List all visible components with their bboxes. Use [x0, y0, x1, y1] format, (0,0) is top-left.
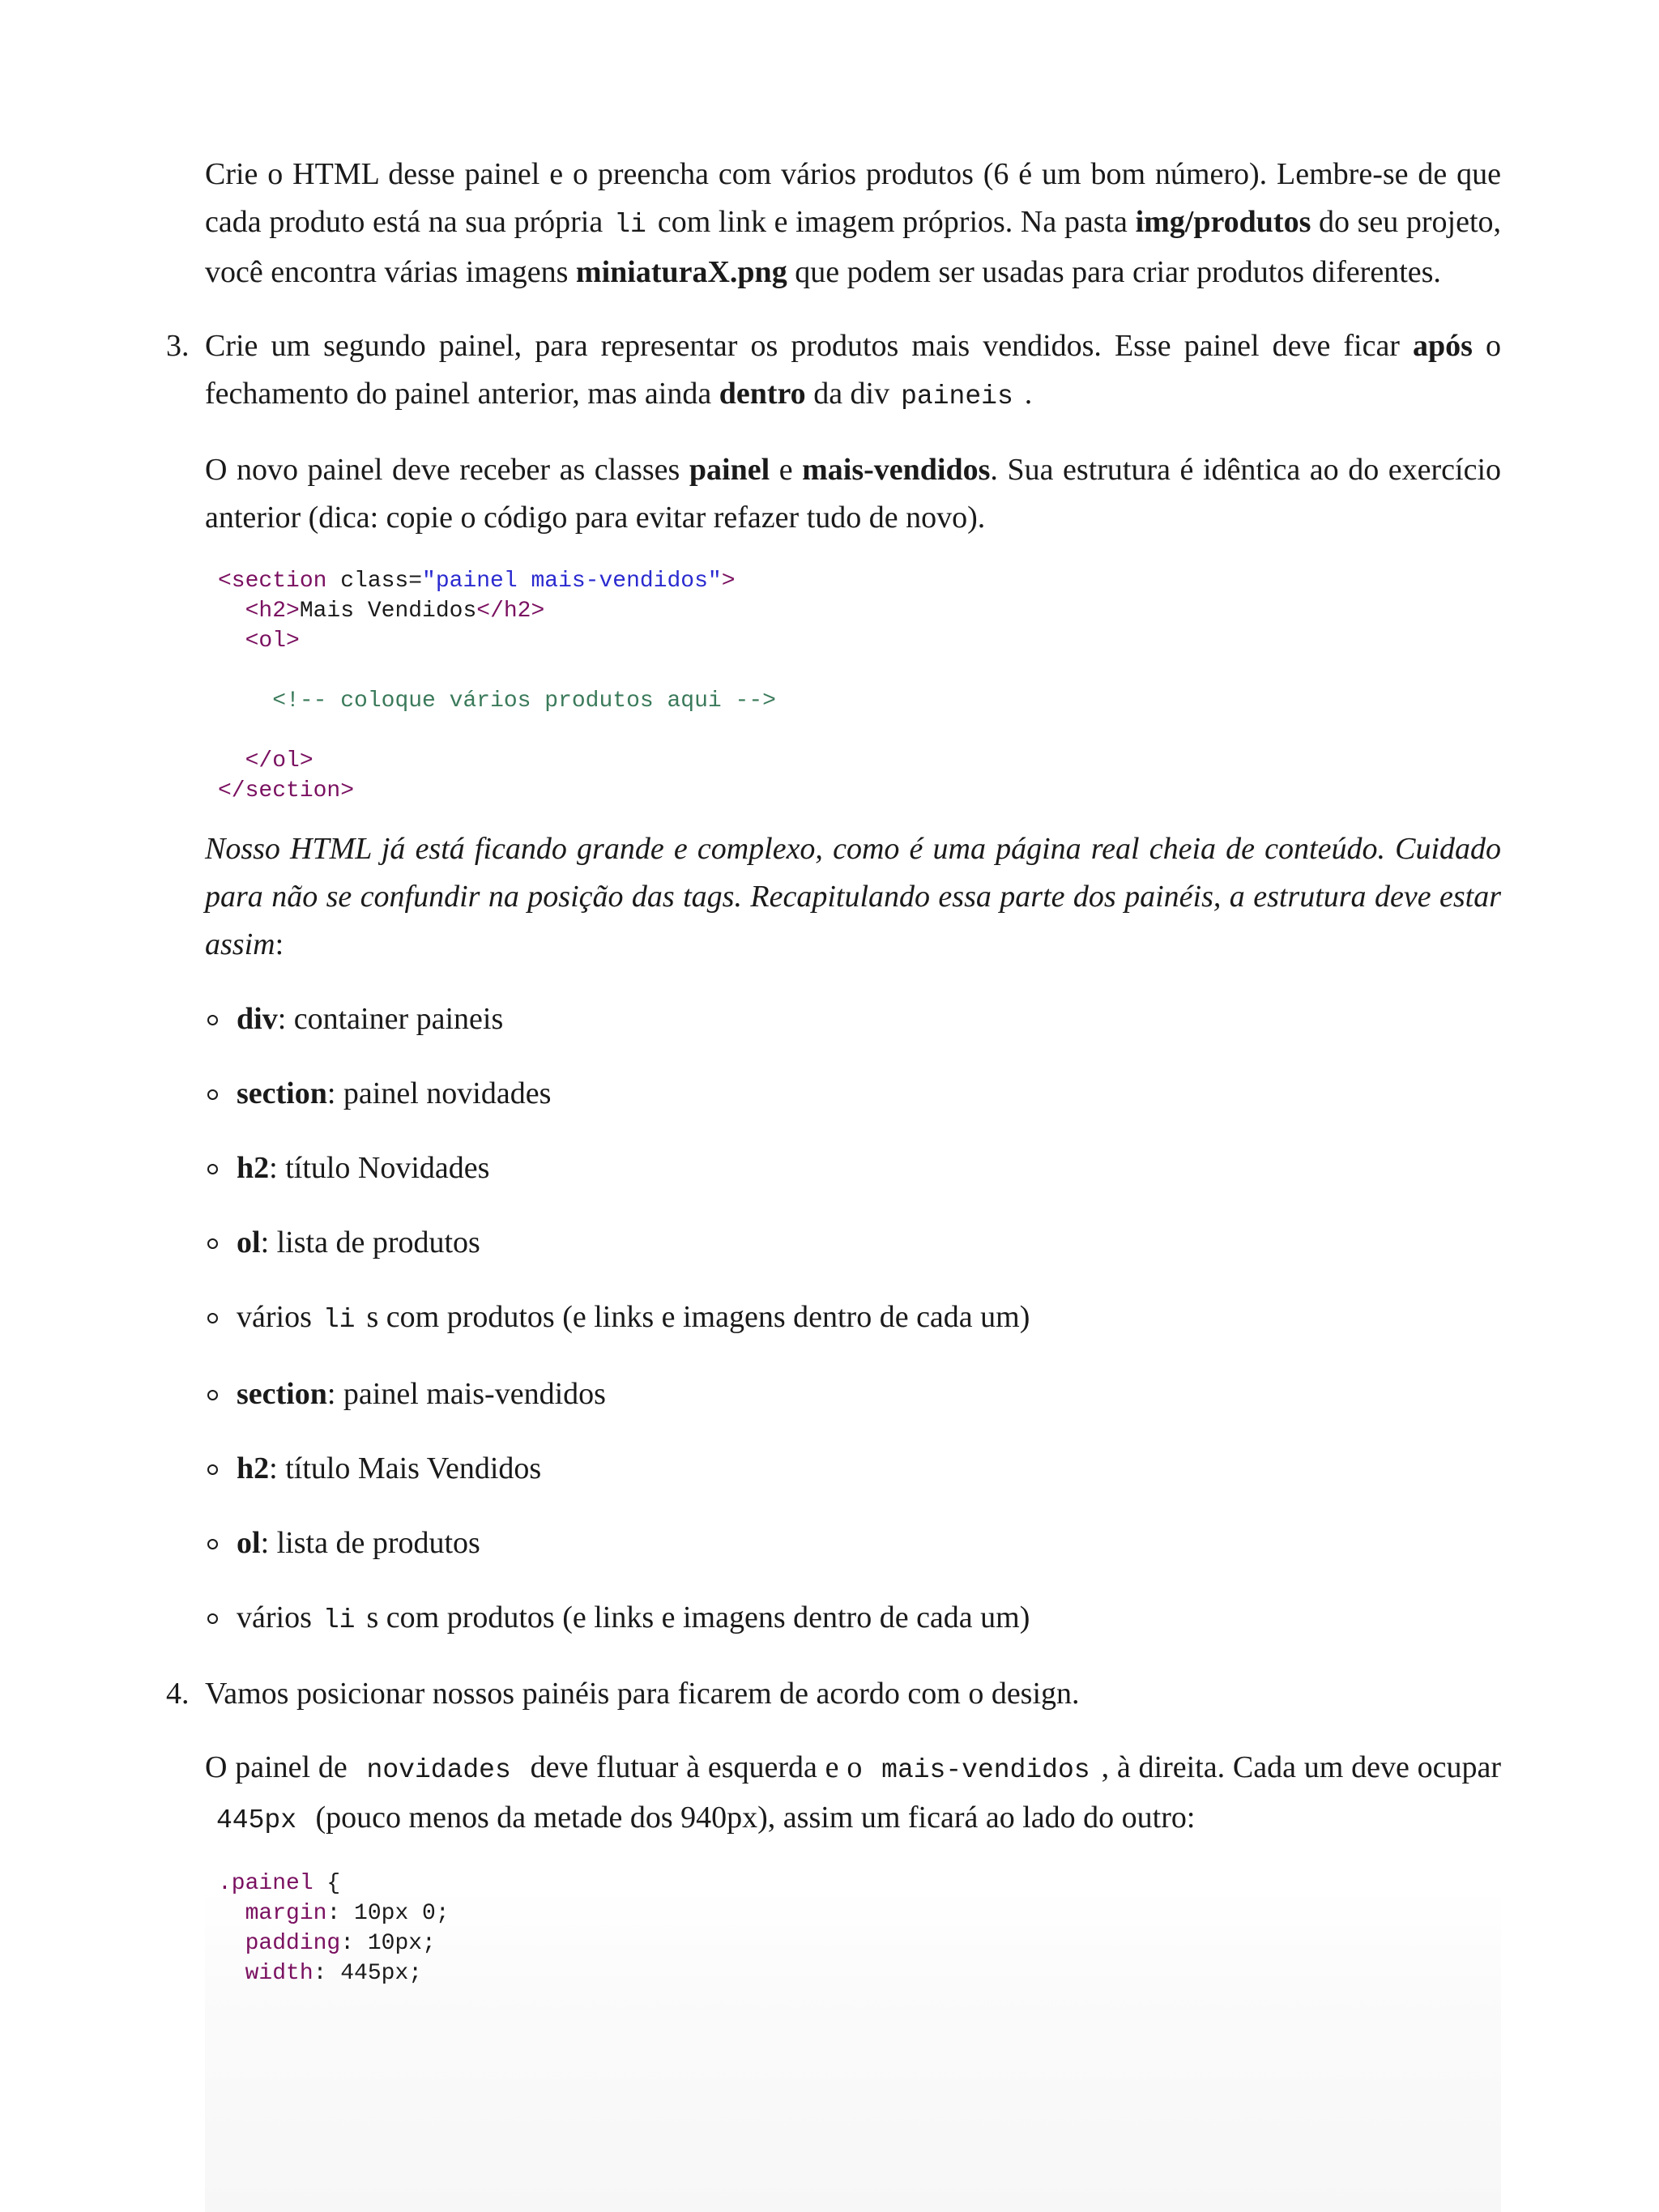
item3-text-1: Crie um segundo painel, para representar os produtos mais vendidos. Esse painel deve ficar — [205, 329, 1400, 363]
list-item-text: s com produtos (e links e imagens dentro de cada um) — [366, 1600, 1030, 1634]
note-colon: : — [275, 927, 284, 961]
item-number: 4. — [166, 1677, 190, 1711]
intro-text-1: Crie o HTML desse painel e o preencha com vários produtos (6 é um bom número). Lembre-se de que cada produto está na sua própria — [205, 157, 1501, 239]
file-name: miniaturaX.png — [575, 255, 787, 289]
list-item-bold: h2 — [237, 1151, 270, 1185]
item4-paragraph-1: Vamos posicionar nossos painéis para ficarem de acordo com o design. — [205, 1677, 1080, 1711]
list-item-text: : container paineis — [277, 1002, 504, 1036]
structure-note — [205, 825, 1501, 969]
css-value: : 445px; — [313, 1961, 423, 1986]
list-item-bold: h2 — [237, 1451, 270, 1485]
list-item — [205, 1519, 1501, 1567]
list-item-bold: section — [237, 1076, 327, 1110]
code-tag: </h2> — [476, 599, 545, 624]
item3-paragraph-2 — [205, 446, 1501, 542]
exercise-item-3 — [166, 322, 1502, 1644]
item3-p2-text-1: O novo painel deve receber as classes — [205, 453, 680, 487]
list-item-text: : lista de produtos — [260, 1526, 480, 1560]
intro-paragraph — [205, 151, 1501, 296]
code-tag: </section> — [218, 778, 355, 803]
css-property: width — [245, 1961, 313, 1986]
item4-text-2: deve flutuar à esquerda e o — [530, 1750, 863, 1784]
list-item — [205, 1594, 1501, 1644]
list-item-text: : título Mais Vendidos — [269, 1451, 542, 1485]
italic-note: Nosso HTML já está ficando grande e complexo, como é uma página real cheia de conteúdo. Cuidado para não se confundir na posição das tags. Recapitulando essa parte dos painéis, a estrutura deve estar assim — [205, 832, 1501, 961]
list-item — [205, 1370, 1501, 1418]
list-item-text: vários — [237, 1300, 312, 1334]
list-item-bold: ol — [237, 1225, 261, 1259]
bold-after: após — [1413, 329, 1473, 363]
list-item-text: s com produtos (e links e imagens dentro de cada um) — [366, 1300, 1030, 1334]
inline-code-mais-vendidos: mais-vendidos — [881, 1755, 1090, 1785]
list-item-text: : título Novidades — [269, 1151, 490, 1185]
list-item — [205, 995, 1501, 1043]
list-item-text: : painel novidades — [326, 1076, 552, 1110]
bold-painel: painel — [689, 453, 770, 487]
inline-code-li: li — [322, 1305, 356, 1335]
css-selector: .painel — [218, 1871, 313, 1896]
css-value: : 10px 0; — [326, 1901, 450, 1926]
css-property: padding — [245, 1931, 341, 1956]
item3-p2-text-2: e — [778, 453, 793, 487]
item4-text-3: , à direita. Cada um deve ocupar — [1101, 1750, 1502, 1784]
css-code-block — [218, 1869, 1501, 1988]
css-property: margin — [245, 1901, 327, 1926]
item3-p2-text-3: . Sua estrutura é idêntica ao do exercício anterior (dica: copie o código para evitar refazer tudo de novo). — [205, 453, 1502, 535]
code-tag: > — [721, 569, 736, 594]
intro-text-4: que podem ser usadas para criar produtos diferentes. — [795, 255, 1441, 289]
code-string: "painel mais-vendidos" — [422, 569, 722, 594]
intro-text-3: do seu projeto, você encontra várias imagens — [205, 205, 1502, 289]
html-code-block — [218, 566, 1501, 806]
intro-text-2: com link e imagem próprios. Na pasta — [657, 205, 1128, 239]
code-text: Mais Vendidos — [299, 599, 477, 624]
item3-text-2: o fechamento do painel anterior, mas ainda — [205, 329, 1502, 411]
css-value: : 10px; — [340, 1931, 436, 1956]
document-body — [166, 151, 1502, 1988]
list-item — [205, 1294, 1501, 1344]
list-item-text: : painel mais-vendidos — [326, 1377, 606, 1411]
bold-inside: dentro — [719, 377, 806, 411]
inline-code-li: li — [322, 1605, 356, 1635]
inline-code-paineis: paineis — [901, 381, 1013, 411]
inline-code-novidades: novidades — [366, 1755, 511, 1785]
item4-text-1: O painel de — [205, 1750, 348, 1784]
list-item-bold: section — [237, 1377, 327, 1411]
code-attr: class= — [326, 569, 423, 594]
code-tag: <h2> — [245, 599, 300, 624]
list-item — [205, 1219, 1501, 1267]
structure-list — [205, 995, 1501, 1644]
inline-code-width: 445px — [216, 1805, 297, 1835]
code-tag: </ol> — [245, 748, 313, 774]
list-item — [205, 1144, 1501, 1192]
list-item — [205, 1445, 1501, 1493]
list-item — [205, 1070, 1501, 1118]
list-item-text: : lista de produtos — [260, 1225, 480, 1259]
item3-paragraph-1 — [205, 322, 1501, 420]
code-tag: <ol> — [245, 629, 300, 654]
item4-paragraph-2 — [205, 1744, 1501, 1844]
item3-text-4: . — [1024, 377, 1033, 411]
bold-mais-vendidos: mais-vendidos — [802, 453, 991, 487]
folder-name: img/produtos — [1135, 205, 1311, 239]
item-number: 3. — [166, 329, 190, 363]
inline-code-li: li — [614, 210, 646, 240]
code-comment: <!-- coloque vários produtos aqui --> — [272, 688, 776, 714]
css-brace: { — [313, 1871, 341, 1896]
exercise-item-4 — [166, 1670, 1502, 1988]
list-item-bold: ol — [237, 1526, 261, 1560]
list-item-bold: div — [237, 1002, 278, 1036]
list-item-text: vários — [237, 1600, 312, 1634]
code-tag: <section — [218, 569, 327, 594]
item3-text-3: da div — [813, 377, 890, 411]
item4-text-4: (pouco menos da metade dos 940px), assim um ficará ao lado do outro: — [315, 1801, 1196, 1835]
